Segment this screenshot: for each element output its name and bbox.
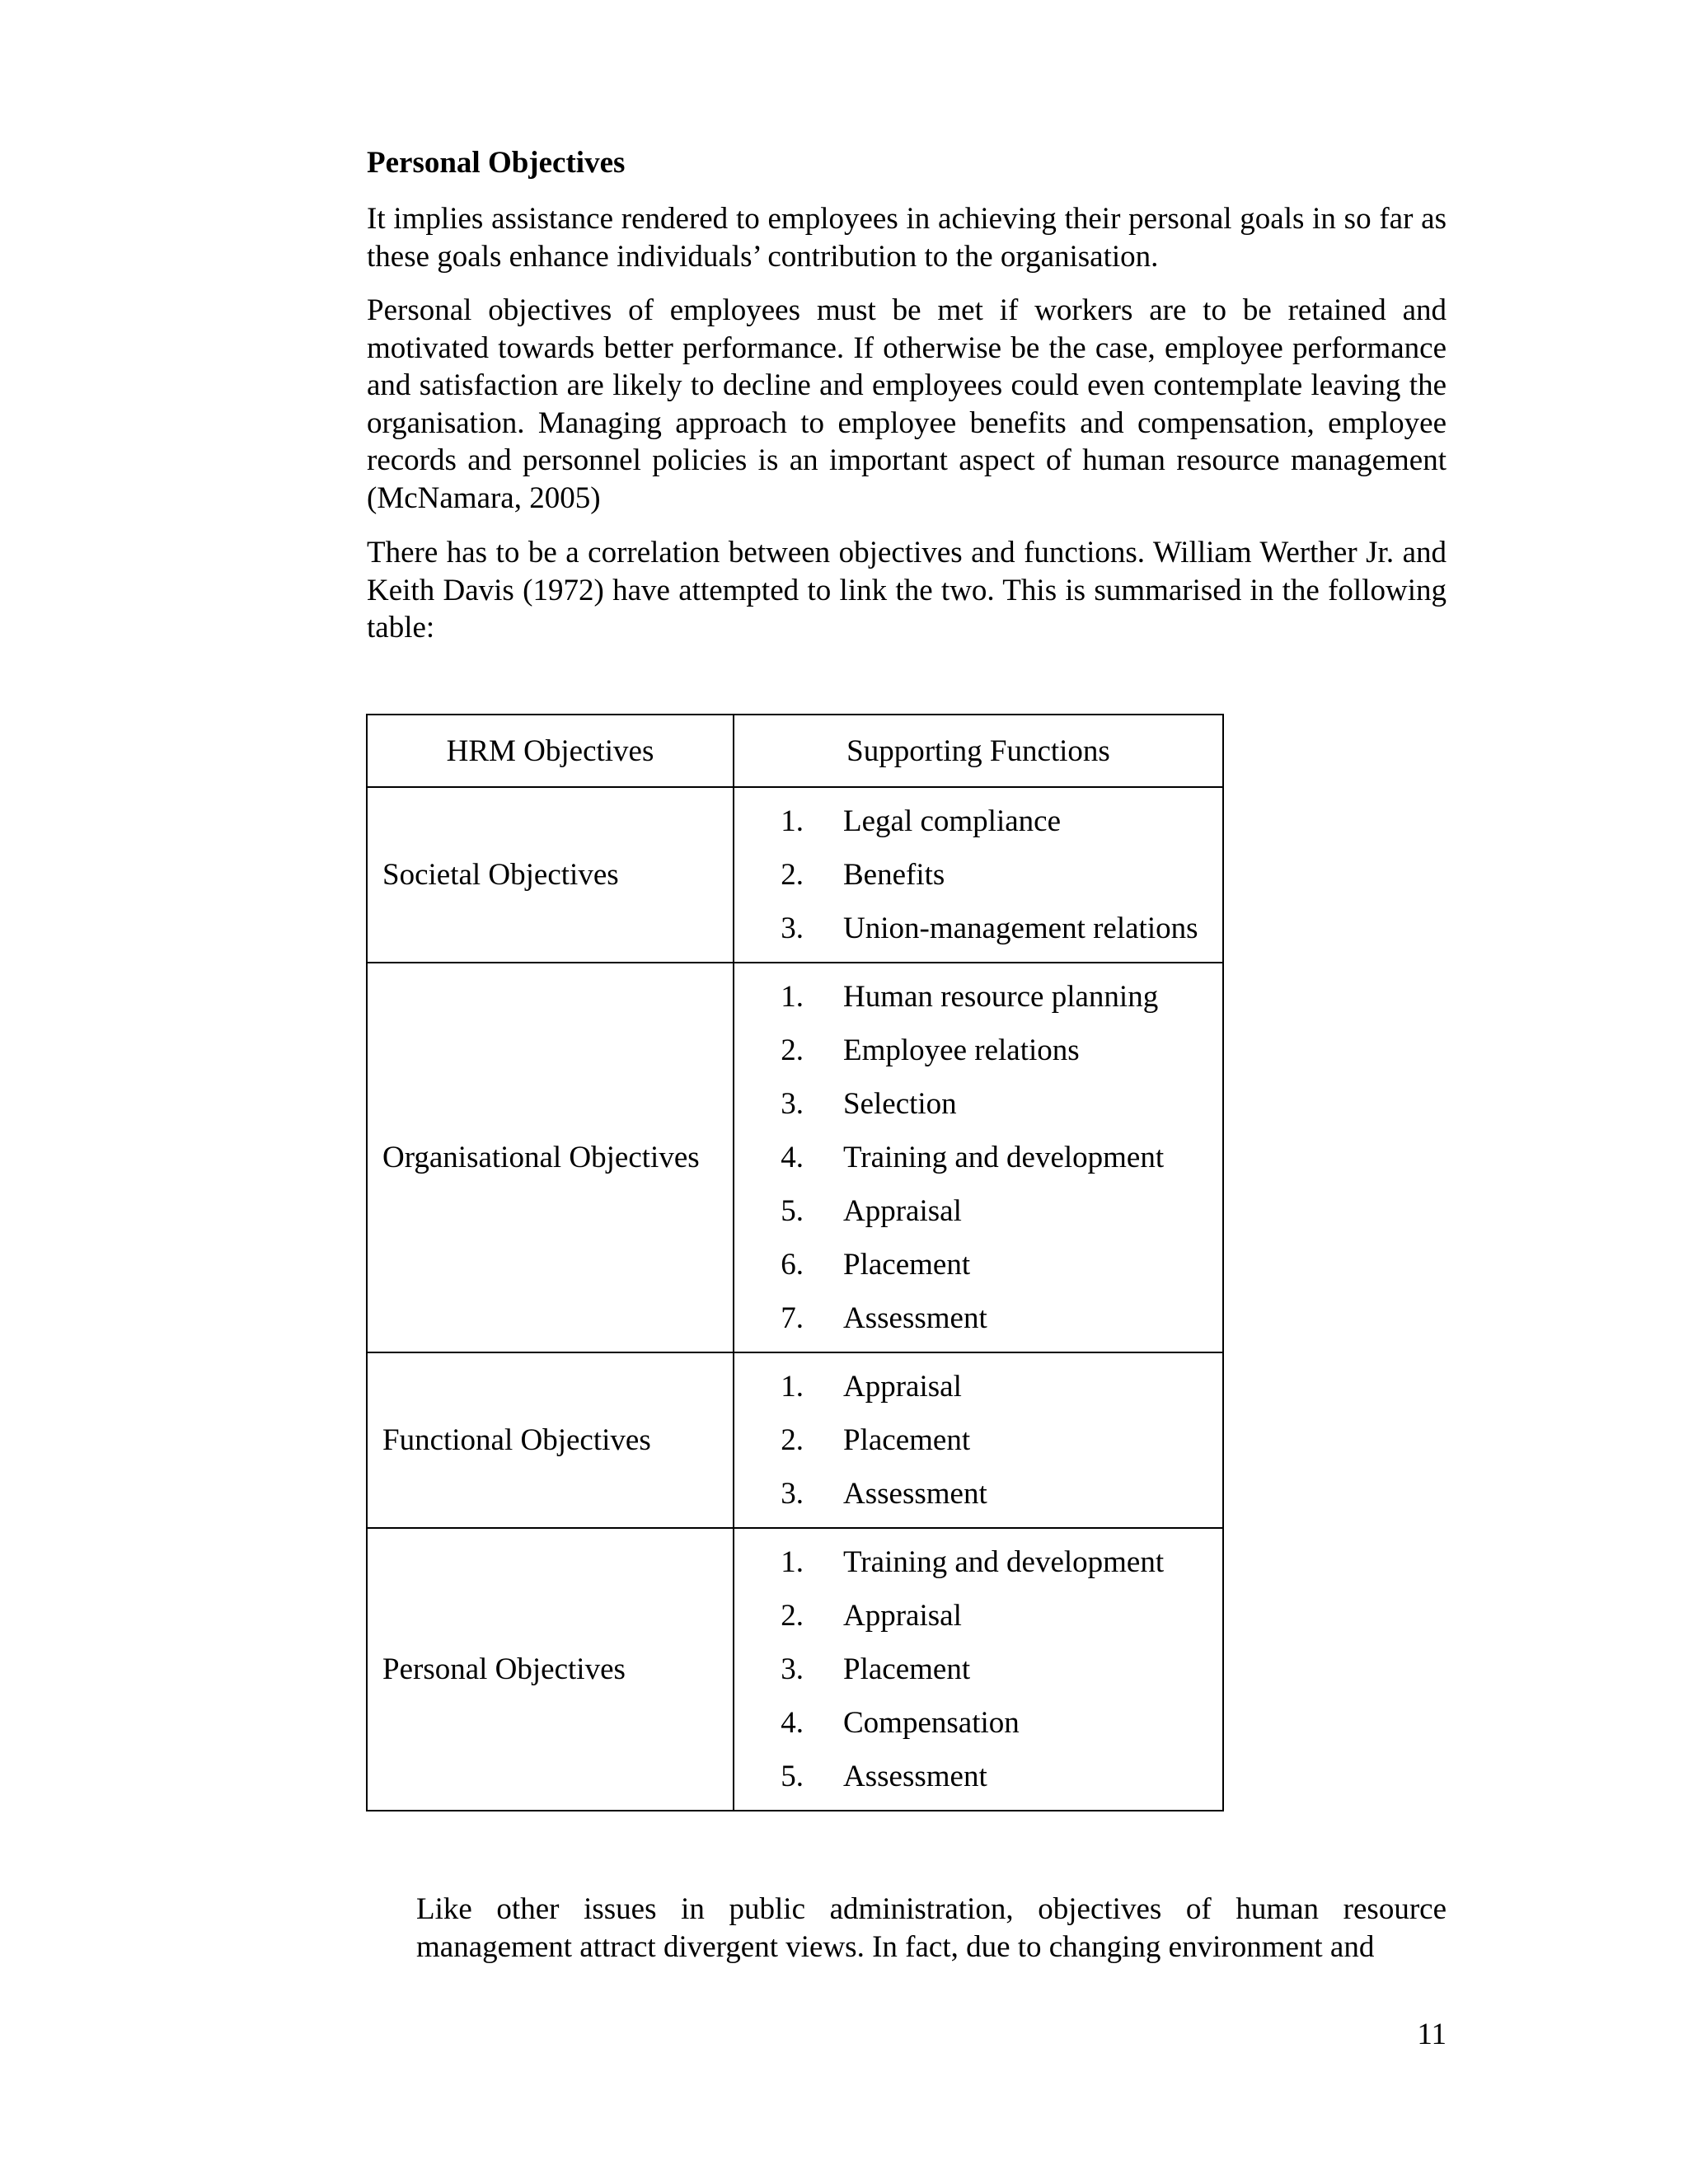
table-row (367, 1352, 1223, 1528)
list-item-number: 4. (781, 1141, 804, 1174)
functions-cell (734, 787, 1223, 963)
table-row (367, 1528, 1223, 1811)
list-item-number: 3. (781, 1087, 804, 1121)
function-label: Selection (843, 1087, 957, 1121)
function-label: Training and development (843, 1141, 1165, 1174)
list-item-number: 5. (781, 1760, 804, 1793)
functions-list (734, 1529, 1222, 1810)
list-item-number: 3. (781, 1477, 804, 1511)
list-item (734, 1291, 1222, 1345)
function-label: Human resource planning (843, 980, 1159, 1014)
function-label: Legal compliance (843, 804, 1062, 838)
function-label: Union-management relations (843, 912, 1198, 945)
functions-list (734, 788, 1222, 962)
function-label: Appraisal (843, 1370, 962, 1404)
list-item (734, 1238, 1222, 1291)
function-label: Placement (843, 1423, 971, 1457)
function-label: Compensation (843, 1706, 1020, 1740)
list-item-number: 1. (781, 804, 804, 838)
list-item-number: 2. (781, 1033, 804, 1067)
list-item (734, 1077, 1222, 1131)
objective-cell: Personal Objectives (367, 1528, 734, 1811)
paragraph-2: Personal objectives of employees must be met if workers are to be retained and motivated towards better performance. If otherwise be the case, employee performance and satisfaction are likely to decline and employees could even contemplate leaving the organisation. Managing approach to employee benefits and compensation, employee records and personnel policies is an important aspect of human resource management (McNamara, 2005) (367, 293, 1447, 515)
function-label: Assessment (843, 1760, 987, 1793)
closing-paragraph: Like other issues in public administration, objectives of human resource management attract divergent views. In fact, due to changing environment and (416, 1892, 1447, 1964)
objectives-functions-table (366, 714, 1224, 1811)
list-item (734, 1750, 1222, 1803)
list-item (734, 1413, 1222, 1467)
list-item-number: 1. (781, 1545, 804, 1579)
list-item (734, 1467, 1222, 1521)
page-number: 11 (1417, 2018, 1447, 2051)
paragraph-1: It implies assistance rendered to employees in achieving their personal goals in so far as these goals enhance individuals’ contribution to the organisation. (367, 202, 1447, 274)
list-item (734, 1643, 1222, 1696)
list-item (734, 1184, 1222, 1238)
list-item-number: 1. (781, 980, 804, 1014)
list-item-number: 3. (781, 1652, 804, 1686)
list-item (734, 1535, 1222, 1589)
function-label: Assessment (843, 1477, 987, 1511)
function-label: Benefits (843, 858, 945, 892)
function-label: Employee relations (843, 1033, 1080, 1067)
list-item-number: 3. (781, 912, 804, 945)
list-item (734, 1360, 1222, 1413)
header-hrm-objectives: HRM Objectives (367, 715, 734, 787)
table-row (367, 787, 1223, 963)
table-header-row (367, 715, 1223, 787)
list-item-number: 1. (781, 1370, 804, 1404)
function-label: Appraisal (843, 1194, 962, 1228)
list-item-number: 7. (781, 1301, 804, 1335)
list-item-number: 4. (781, 1706, 804, 1740)
function-label: Training and development (843, 1545, 1165, 1579)
table-body (367, 787, 1223, 1811)
header-supporting-functions: Supporting Functions (734, 715, 1223, 787)
paragraph-3: There has to be a correlation between objectives and functions. William Werther Jr. and Keith Davis (1972) have attempted to link the two. This is summarised in the following table: (367, 536, 1447, 644)
objective-cell: Societal Objectives (367, 787, 734, 963)
list-item-number: 5. (781, 1194, 804, 1228)
list-item (734, 794, 1222, 848)
list-item (734, 1696, 1222, 1750)
list-item (734, 1024, 1222, 1077)
section-heading: Personal Objectives (367, 146, 626, 180)
objective-cell: Functional Objectives (367, 1352, 734, 1528)
list-item (734, 1131, 1222, 1184)
table-row (367, 963, 1223, 1352)
list-item (734, 848, 1222, 902)
functions-cell (734, 963, 1223, 1352)
function-label: Placement (843, 1652, 971, 1686)
list-item (734, 1589, 1222, 1643)
function-label: Assessment (843, 1301, 987, 1335)
functions-cell (734, 1528, 1223, 1811)
list-item (734, 902, 1222, 955)
function-label: Appraisal (843, 1599, 962, 1633)
list-item (734, 970, 1222, 1024)
functions-cell (734, 1352, 1223, 1528)
functions-list (734, 1353, 1222, 1527)
list-item-number: 2. (781, 1599, 804, 1633)
function-label: Placement (843, 1248, 971, 1282)
list-item-number: 6. (781, 1248, 804, 1282)
list-item-number: 2. (781, 858, 804, 892)
objective-cell: Organisational Objectives (367, 963, 734, 1352)
functions-list (734, 963, 1222, 1352)
list-item-number: 2. (781, 1423, 804, 1457)
